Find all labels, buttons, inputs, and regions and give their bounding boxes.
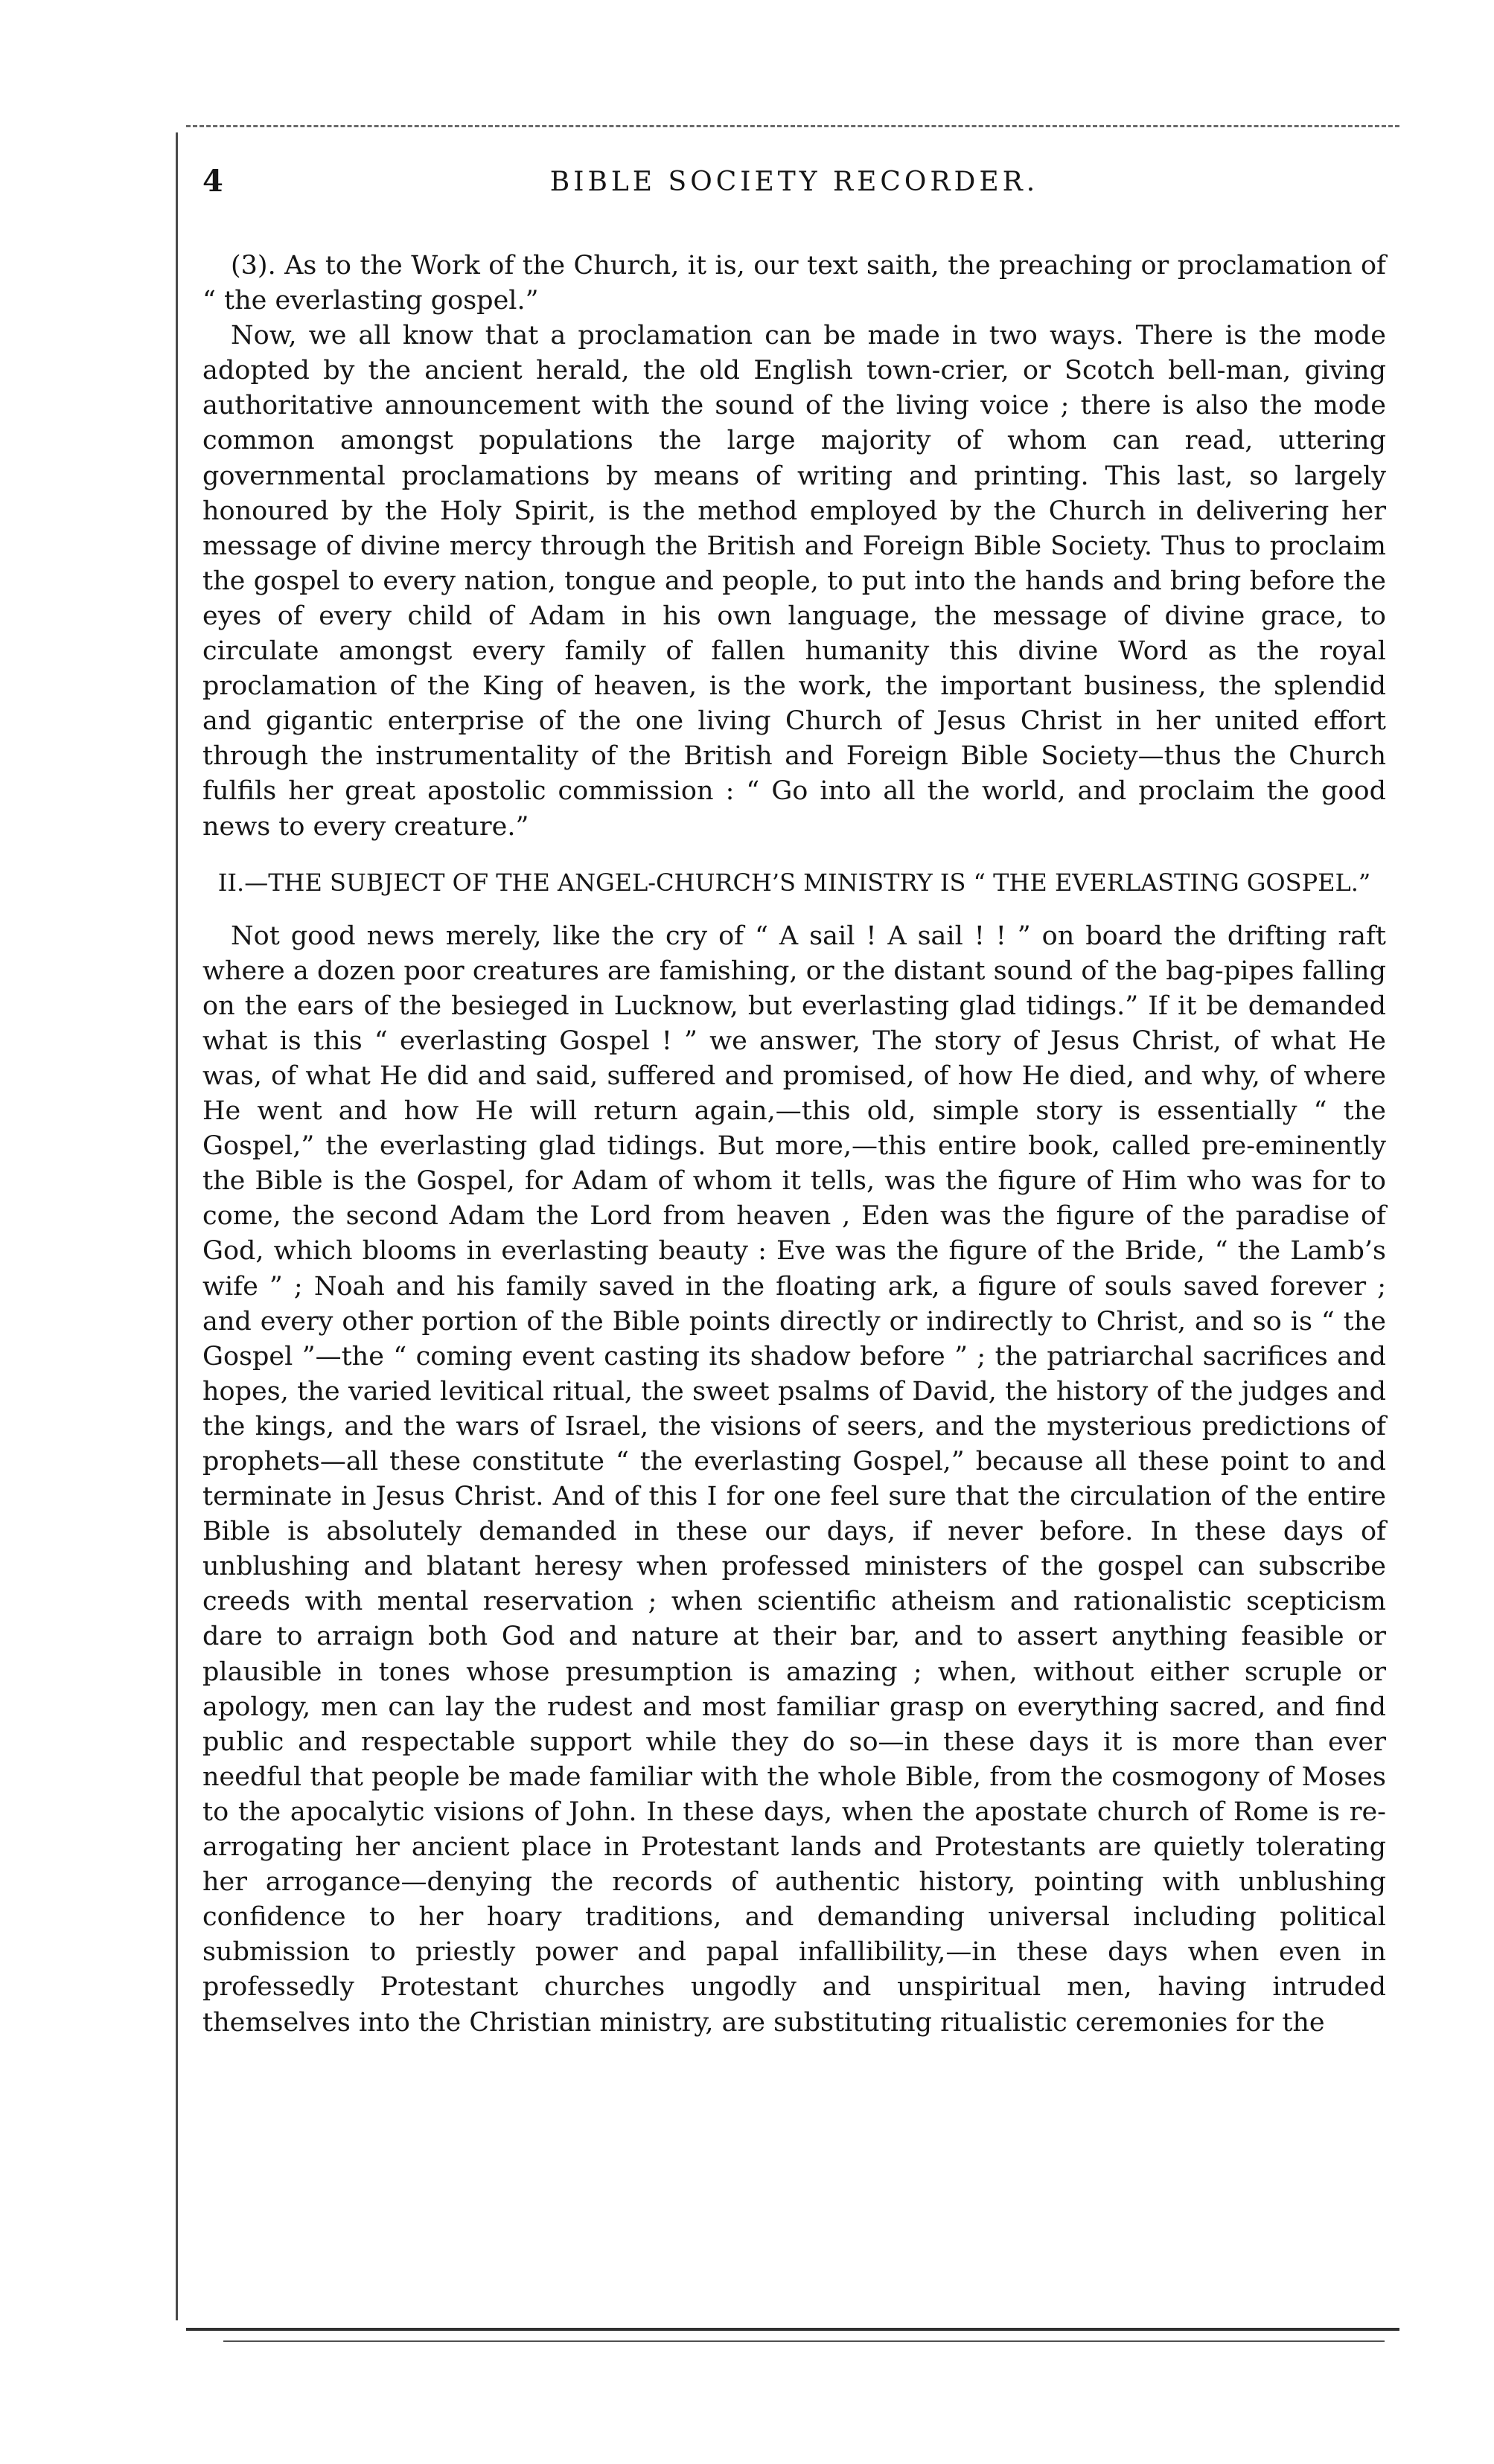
page-content [202,164,1386,2041]
section-heading-everlasting-gospel: II.—THE SUBJECT OF THE ANGEL-CHURCH’S MINISTRY IS “ THE EVERLASTING GOSPEL.” [217,868,1371,897]
page-number: 4 [202,164,223,199]
top-dashed-rule [186,125,1399,127]
paragraph-everlasting-gospel: Not good news merely, like the cry of “ A sail ! A sail ! ! ” on board the drifting raft where a dozen poor creatures are famishing, or the distant sound of the bag-pipes falling on the ears of the besieged in Lucknow, but everlasting glad tidings.” If it be demanded what is this “ everlasting Gospel ! ” we answer, The story of Jesus Christ, of what He was, of what He did and said, suffered and promised, of how He died, and why, of where He went and how He will return again,—this old, simple story is essentially “ the Gospel,” the everlasting glad tidings. But more,—this entire book, called pre-eminently the Bible is the Gospel, for Adam of whom it tells, was the figure of Him who was for to come, the second Adam the Lord from heaven , Eden was the figure of the paradise of God, which blooms in everlasting beauty : Eve was the figure of the Bride, “ the Lamb’s wife ” ; Noah and his family saved in the floating ark, a figure of souls saved forever ; and every other portion of the Bible points directly or indirectly to Christ, and so is “ the Gospel ”—the “ coming event casting its shadow before ” ; the patriarchal sacrifices and hopes, the varied levitical ritual, the sweet psalms of David, the history of the judges and the kings, and the wars of Israel, the visions of seers, and the mysterious predictions of prophets—all these constitute “ the everlasting Gospel,” because all these point to and terminate in Jesus Christ. And of this I for one feel sure that the circulation of the entire Bible is absolutely demanded in these our days, if never before. In these days of unblushing and blatant heresy when professed ministers of the gospel can subscribe creeds with mental reservation ; when scientific atheism and rationalistic scepticism dare to arraign both God and nature at their bar, and to assert anything feasible or plausible in tones whose presumption is amazing ; when, without either scruple or apology, men can lay the rudest and most familiar grasp on everything sacred, and find public and respectable support while they do so—in these days it is more than ever needful that people be made familiar with the whole Bible, from the cosmogony of Moses to the apocalytic visions of John. In these days, when the apostate church of Rome is re-arrogating her ancient place in Protestant lands and Protestants are quietly tolerating her arrogance—denying the records of authentic history, pointing with unblushing confidence to her hoary traditions, and demanding universal including political submission to priestly power and papal infallibility,—in these days when even in professedly Protestant churches ungodly and unspiritual men, having intruded themselves into the Christian ministry, are substituting ritualistic ceremonies for the [202,921,1386,2038]
paragraph-work-of-church: (3). As to the Work of the Church, it is, our text saith, the preaching or proclamation of “ the everlasting gospel.” [202,251,1386,316]
running-title: BIBLE SOCIETY RECORDER. [549,167,1039,197]
bottom-rule-secondary [223,2340,1385,2342]
paragraph-proclamation: Now, we all know that a proclamation can be made in two ways. There is the mode adopted by the ancient herald, the old English town-crier, or Scotch bell-man, giving authoritative announcement with the sound of the living voice ; there is also the mode common amongst populations the large majority of whom can read, uttering governmental proclamations by means of writing and printing. This last, so largely honoured by the Holy Spirit, is the method employed by the Church in delivering her message of divine mercy through the British and Foreign Bible Society. Thus to proclaim the gospel to every nation, tongue and people, to put into the hands and bring before the eyes of every child of Adam in his own language, the message of divine grace, to circulate amongst every family of fallen humanity this divine Word as the royal proclamation of the King of heaven, is the work, the important business, the splendid and gigantic enterprise of the one living Church of Jesus Christ in her united effort through the instrumentality of the British and Foreign Bible Society—thus the Church fulfils her great apostolic commission : “ Go into all the world, and proclaim the good news to every creature.” [202,321,1386,842]
left-margin-rule [176,132,178,2320]
bottom-rule [186,2328,1399,2331]
running-head [202,164,1386,202]
